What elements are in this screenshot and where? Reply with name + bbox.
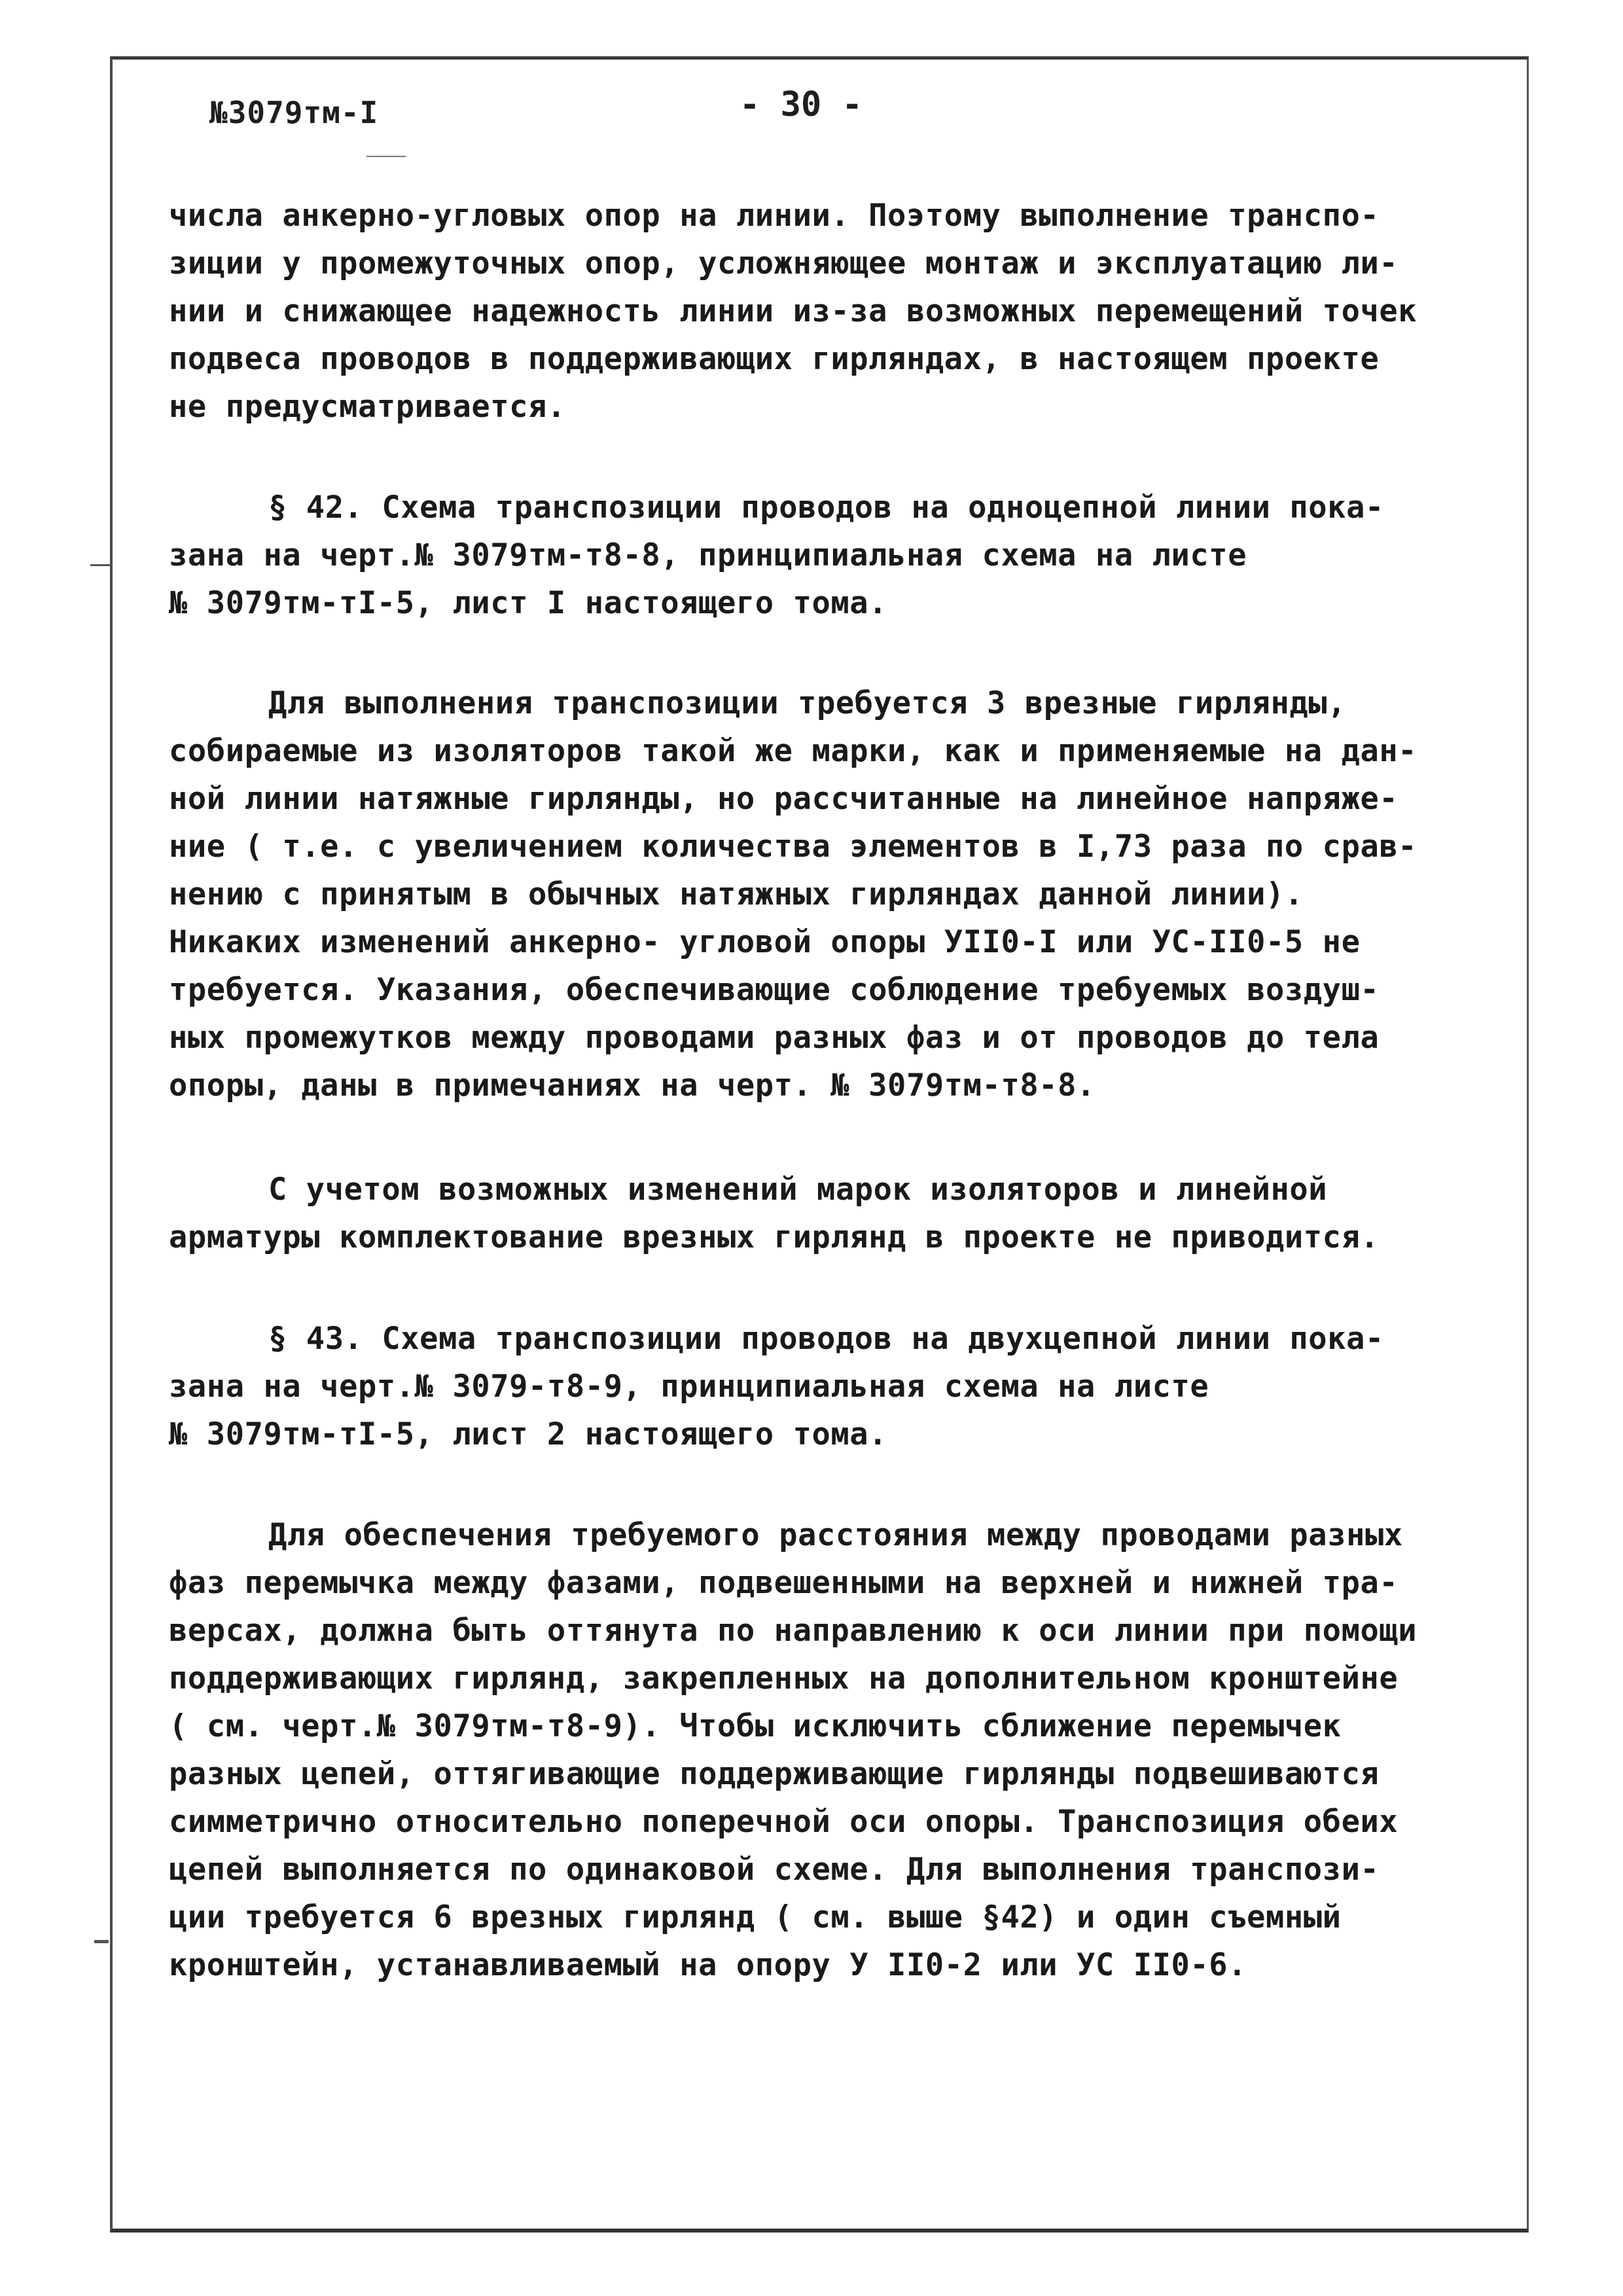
text-line: фаз перемычка между фазами, подвешенными на верхней и нижней тра- bbox=[169, 1565, 1399, 1601]
text-line: числа анкерно-угловых опор на линии. Поэтому выполнение транспо- bbox=[169, 198, 1380, 234]
margin-tick-mark bbox=[90, 564, 113, 566]
document-code: №3079тм-I bbox=[209, 95, 379, 130]
text-line: требуется. Указания, обеспечивающие соблюдение требуемых воздуш- bbox=[169, 972, 1380, 1008]
text-line: цепей выполняется по одинаковой схеме. Для выполнения транспози- bbox=[169, 1852, 1380, 1888]
text-line: не предусматривается. bbox=[169, 389, 566, 425]
margin-tick-mark bbox=[94, 1940, 109, 1943]
text-line: симметрично относительно поперечной оси опоры. Транспозиция обеих bbox=[169, 1804, 1399, 1840]
text-line: § 43. Схема транспозиции проводов на двухцепной линии пока- bbox=[268, 1321, 1384, 1357]
text-line: ной линии натяжные гирлянды, но рассчитанные на линейное напряже- bbox=[169, 781, 1399, 817]
text-line: нии и снижающее надежность линии из-за возможных перемещений точек bbox=[169, 293, 1418, 329]
page-number: - 30 - bbox=[740, 85, 863, 124]
text-line: Для выполнения транспозиции требуется 3 врезные гирлянды, bbox=[268, 685, 1347, 721]
text-line: ных промежутков между проводами разных фаз и от проводов до тела bbox=[169, 1020, 1380, 1056]
text-line: зана на черт.№ 3079-т8-9, принципиальная схема на листе bbox=[169, 1369, 1209, 1405]
text-line: № 3079тм-тI-5, лист I настоящего тома. bbox=[169, 585, 888, 621]
text-line: ( см. черт.№ 3079тм-т8-9). Чтобы исключить сближение перемычек bbox=[169, 1708, 1342, 1744]
text-line: ние ( т.е. с увеличением количества элементов в I,73 раза по срав- bbox=[169, 829, 1418, 865]
document-code-underline bbox=[366, 156, 406, 157]
text-line: ции требуется 6 врезных гирлянд ( см. выше §42) и один съемный bbox=[169, 1899, 1342, 1935]
text-line: арматуры комплектование врезных гирлянд в проекте не приводится. bbox=[169, 1219, 1380, 1255]
text-line: разных цепей, оттягивающие поддерживающие гирлянды подвешиваются bbox=[169, 1756, 1380, 1792]
text-line: зана на черт.№ 3079тм-т8-8, принципиальная схема на листе bbox=[169, 537, 1247, 573]
text-line: С учетом возможных изменений марок изоляторов и линейной bbox=[268, 1172, 1328, 1208]
text-line: опоры, даны в примечаниях на черт. № 3079тм-т8-8. bbox=[169, 1067, 1096, 1103]
text-line: Никаких изменений анкерно- угловой опоры УII0-I или УС-II0-5 не bbox=[169, 924, 1361, 960]
text-line: № 3079тм-тI-5, лист 2 настоящего тома. bbox=[169, 1416, 888, 1452]
text-line: Для обеспечения требуемого расстояния между проводами разных bbox=[268, 1517, 1403, 1553]
text-line: зиции у промежуточных опор, усложняющее монтаж и эксплуатацию ли- bbox=[169, 245, 1399, 281]
text-line: § 42. Схема транспозиции проводов на одноцепной линии пока- bbox=[268, 490, 1384, 526]
text-line: версах, должна быть оттянута по направлению к оси линии при помощи bbox=[169, 1613, 1418, 1649]
text-line: подвеса проводов в поддерживающих гирляндах, в настоящем проекте bbox=[169, 341, 1380, 377]
text-line: нению с принятым в обычных натяжных гирляндах данной линии). bbox=[169, 876, 1304, 912]
text-line: кронштейн, устанавливаемый на опору У II0-2 или УС II0-6. bbox=[169, 1947, 1247, 1983]
text-line: собираемые из изоляторов такой же марки, как и применяемые на дан- bbox=[169, 733, 1418, 769]
text-line: поддерживающих гирлянд, закрепленных на дополнительном кронштейне bbox=[169, 1660, 1399, 1696]
